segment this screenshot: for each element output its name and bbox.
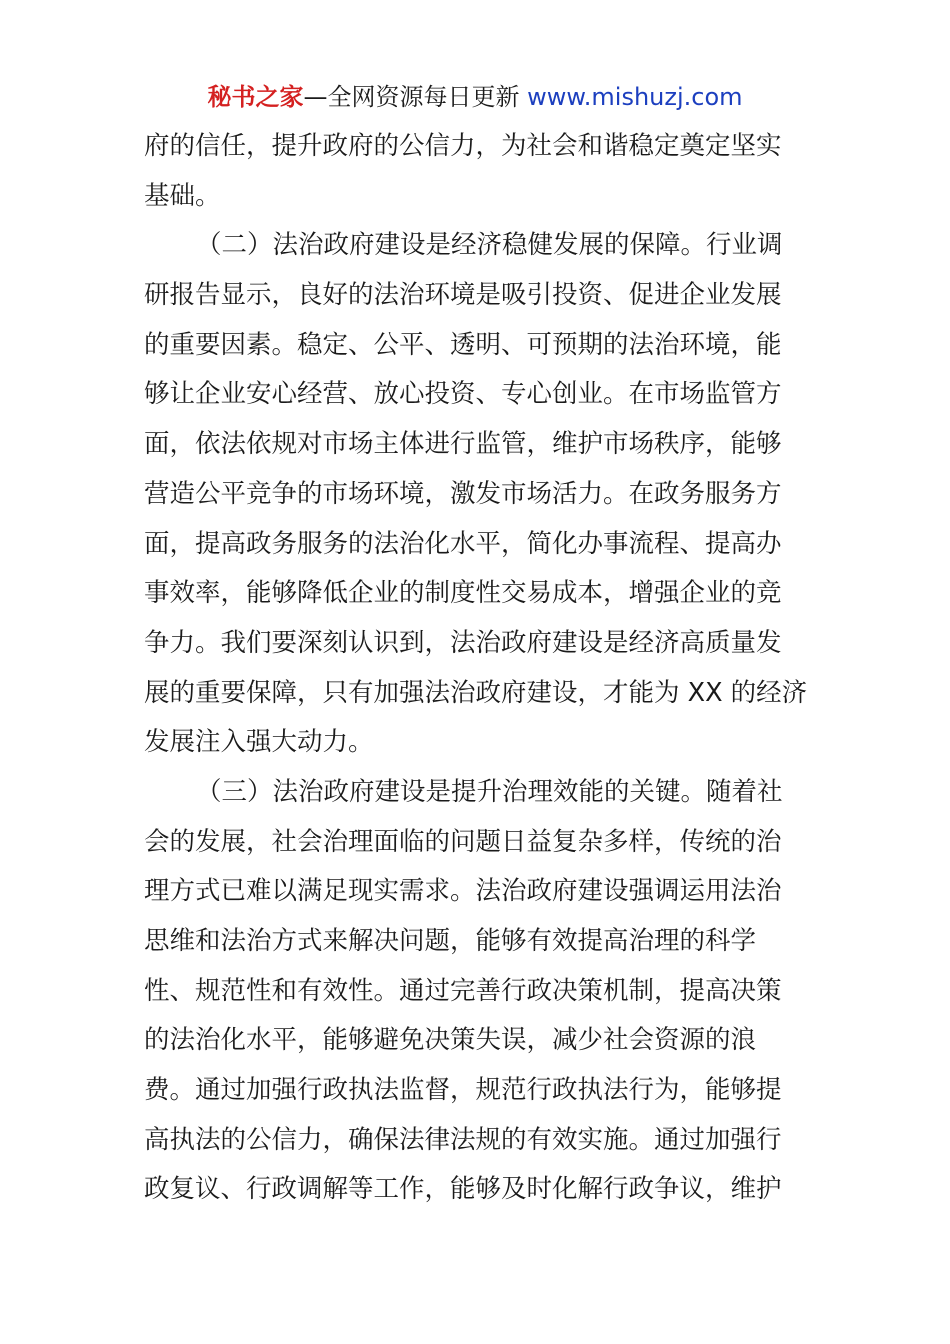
text-line: 争力。我们要深刻认识到，法治政府建设是经济高质量发 xyxy=(144,627,782,658)
text-line: 研报告显示，良好的法治环境是吸引投资、促进企业发展 xyxy=(144,280,782,311)
text-line: 基础。 xyxy=(144,180,221,211)
text-line: 营造公平竞争的市场环境，激发市场活力。在政务服务方 xyxy=(144,478,782,509)
text-line: 高执法的公信力，确保法律法规的有效实施。通过加强行 xyxy=(144,1124,782,1155)
text-line: 理方式已难以满足现实需求。法治政府建设强调运用法治 xyxy=(144,876,782,907)
text-line: 会的发展，社会治理面临的问题日益复杂多样，传统的治 xyxy=(144,826,782,857)
page-header xyxy=(0,80,950,114)
site-url-link[interactable]: www.mishuzj.com xyxy=(527,83,743,111)
text-line: 面，提高政务服务的法治化水平，简化办事流程、提高办 xyxy=(144,528,782,559)
text-line: 的法治化水平，能够避免决策失误，减少社会资源的浪 xyxy=(144,1025,757,1056)
text-line: 面，依法依规对市场主体进行监管，维护市场秩序，能够 xyxy=(144,429,782,460)
site-tagline: —全网资源每日更新 xyxy=(303,83,528,111)
text-line: 够让企业安心经营、放心投资、专心创业。在市场监管方 xyxy=(144,379,782,410)
text-line: 思维和法治方式来解决问题，能够有效提高治理的科学 xyxy=(144,926,757,956)
text-line: 发展注入强大动力。 xyxy=(144,727,374,758)
text-line: 性、规范性和有效性。通过完善行政决策机制，提高决策 xyxy=(144,975,782,1006)
text-line: 费。通过加强行政执法监督，规范行政执法行为，能够提 xyxy=(144,1075,782,1106)
text-line: 的重要因素。稳定、公平、透明、可预期的法治环境，能 xyxy=(144,329,782,360)
text-line: 府的信任，提升政府的公信力，为社会和谐稳定奠定坚实 xyxy=(144,131,782,161)
section-heading-line: （三）法治政府建设是提升治理效能的关键。随着社 xyxy=(196,776,783,807)
section-heading-line: （二）法治政府建设是经济稳健发展的保障。行业调 xyxy=(196,230,783,261)
site-brand: 秘书之家 xyxy=(207,83,304,111)
document-body xyxy=(144,122,808,1215)
text-line: 政复议、行政调解等工作，能够及时化解行政争议，维护 xyxy=(144,1174,782,1205)
text-line: 事效率，能够降低企业的制度性交易成本，增强企业的竞 xyxy=(144,578,782,609)
text-line: 展的重要保障，只有加强法治政府建设，才能为 XX 的经济 xyxy=(144,677,808,708)
